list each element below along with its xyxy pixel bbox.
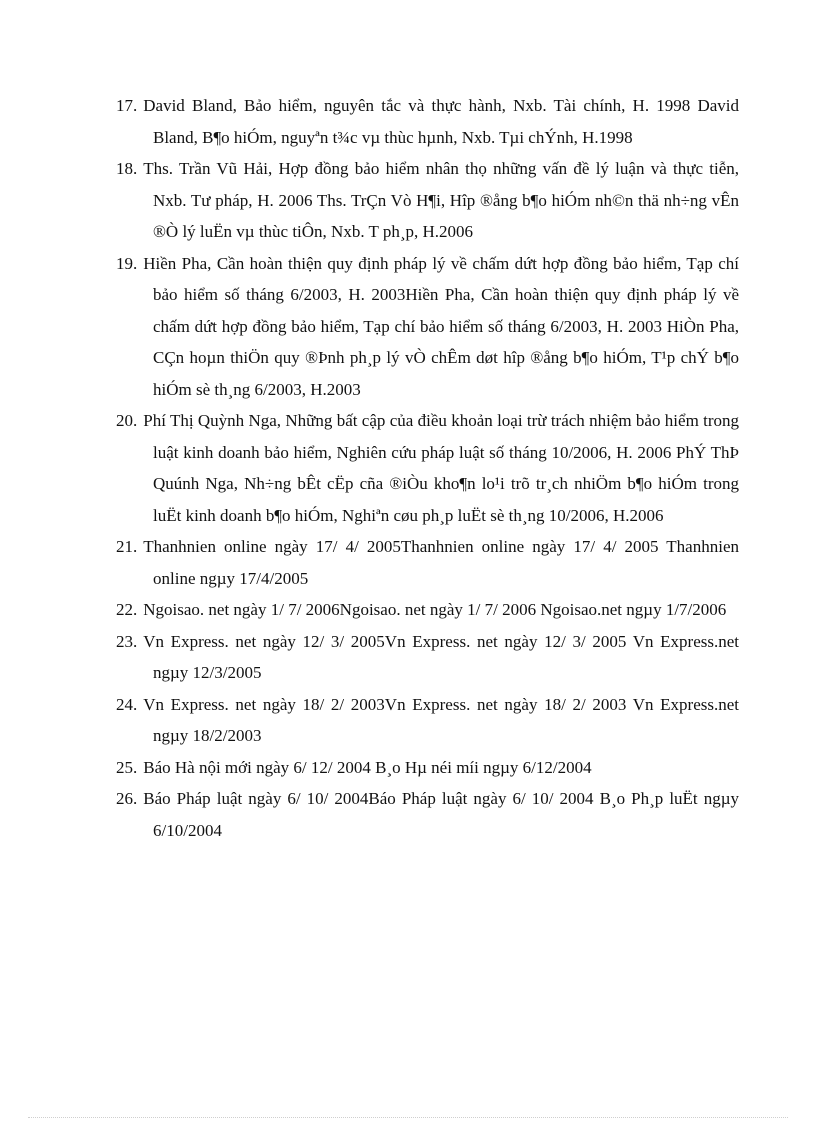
reference-text: Vn Express. net ngày 12/ 3/ 2005Vn Express. net ngày 12/ 3/ 2005 Vn Express.net ngµy 12/3/2005 — [143, 631, 739, 682]
reference-text: Ngoisao. net ngày 1/ 7/ 2006Ngoisao. net ngày 1/ 7/ 2006 Ngoisao.net ngµy 1/7/2006 — [143, 600, 727, 619]
reference-text: Hiền Pha, Cần hoàn thiện quy định pháp lý về chấm dứt hợp đồng bảo hiểm, Tạp chí bảo hiểm số tháng 6/2003, H. 2003Hiền Pha, Cần hoàn thiện quy định pháp lý về chấm dứt hợp đồng bảo hiểm, Tạp chí bảo hiểm số tháng 6/2003, H. 2003 HiÒn Pha, CÇn hoµn thiÖn quy ®Þnh ph¸p lý vÒ chÊm døt hîp ®ång b¶o hiÓm, T¹p chÝ b¶o hiÓm sè th¸ng 6/2003, H.2003 — [143, 253, 739, 399]
reference-number: 19. — [116, 253, 138, 273]
reference-text: Báo Pháp luật ngày 6/ 10/ 2004Báo Pháp luật ngày 6/ 10/ 2004 B¸o Ph¸p luËt ngµy 6/10/2004 — [143, 789, 739, 840]
reference-item — [116, 153, 739, 248]
reference-item — [116, 626, 739, 689]
reference-list — [116, 90, 739, 846]
reference-text: Vn Express. net ngày 18/ 2/ 2003Vn Express. net ngày 18/ 2/ 2003 Vn Express.net ngµy 18/2/2003 — [143, 694, 739, 745]
reference-number: 25. — [116, 757, 138, 777]
reference-text: Thanhnien online ngày 17/ 4/ 2005Thanhnien online ngày 17/ 4/ 2005 Thanhnien online ngµy 17/4/2005 — [143, 537, 739, 588]
reference-number: 21. — [116, 537, 138, 556]
reference-number: 26. — [116, 789, 138, 808]
reference-item — [116, 90, 739, 153]
reference-item — [116, 689, 739, 752]
reference-text: Phí Thị Quỳnh Nga, Những bất cập của điều khoản loại trừ trách nhiệm bảo hiểm trong luật kinh doanh bảo hiểm, Nghiên cứu pháp luật số tháng 10/2006, H. 2006 PhÝ ThÞ Quúnh Nga, Nh÷ng bÊt cËp cña ®iÒu kho¶n lo¹i trõ tr¸ch nhiÖm b¶o hiÓm trong luËt kinh doanh b¶o hiÓm, Nghiªn cøu ph¸p luËt sè th¸ng 10/2006, H.2006 — [143, 411, 739, 525]
reference-number: 22. — [116, 600, 138, 619]
reference-number: 18. — [116, 159, 138, 178]
reference-item — [116, 594, 739, 626]
reference-item — [116, 405, 739, 531]
reference-item — [116, 783, 739, 846]
reference-item — [116, 248, 739, 406]
reference-text: Báo Hà nội mới ngày 6/ 12/ 2004 B¸o Hµ néi míi ngµy 6/12/2004 — [143, 757, 592, 777]
reference-text: Ths. Trần Vũ Hải, Hợp đồng bảo hiểm nhân thọ những vấn đề lý luận và thực tiễn, Nxb. Tư pháp, H. 2006 Ths. TrÇn Vò H¶i, Hîp ®ång b¶o hiÓm nh©n thä nh÷ng vÊn ®Ò lý luËn vµ thùc tiÔn, Nxb. T ph¸p, H.2006 — [143, 159, 739, 241]
reference-item — [116, 752, 739, 784]
reference-text: David Bland, Bảo hiểm, nguyên tắc và thực hành, Nxb. Tài chính, H. 1998 David Bland, B¶o hiÓm, nguyªn t¾c vµ thùc hµnh, Nxb. Tµi chÝnh, H.1998 — [143, 96, 739, 147]
reference-number: 23. — [116, 631, 138, 651]
reference-number: 24. — [116, 694, 138, 714]
page-bottom-divider — [28, 1117, 788, 1118]
reference-number: 20. — [116, 411, 138, 430]
reference-number: 17. — [116, 96, 138, 115]
reference-item — [116, 531, 739, 594]
